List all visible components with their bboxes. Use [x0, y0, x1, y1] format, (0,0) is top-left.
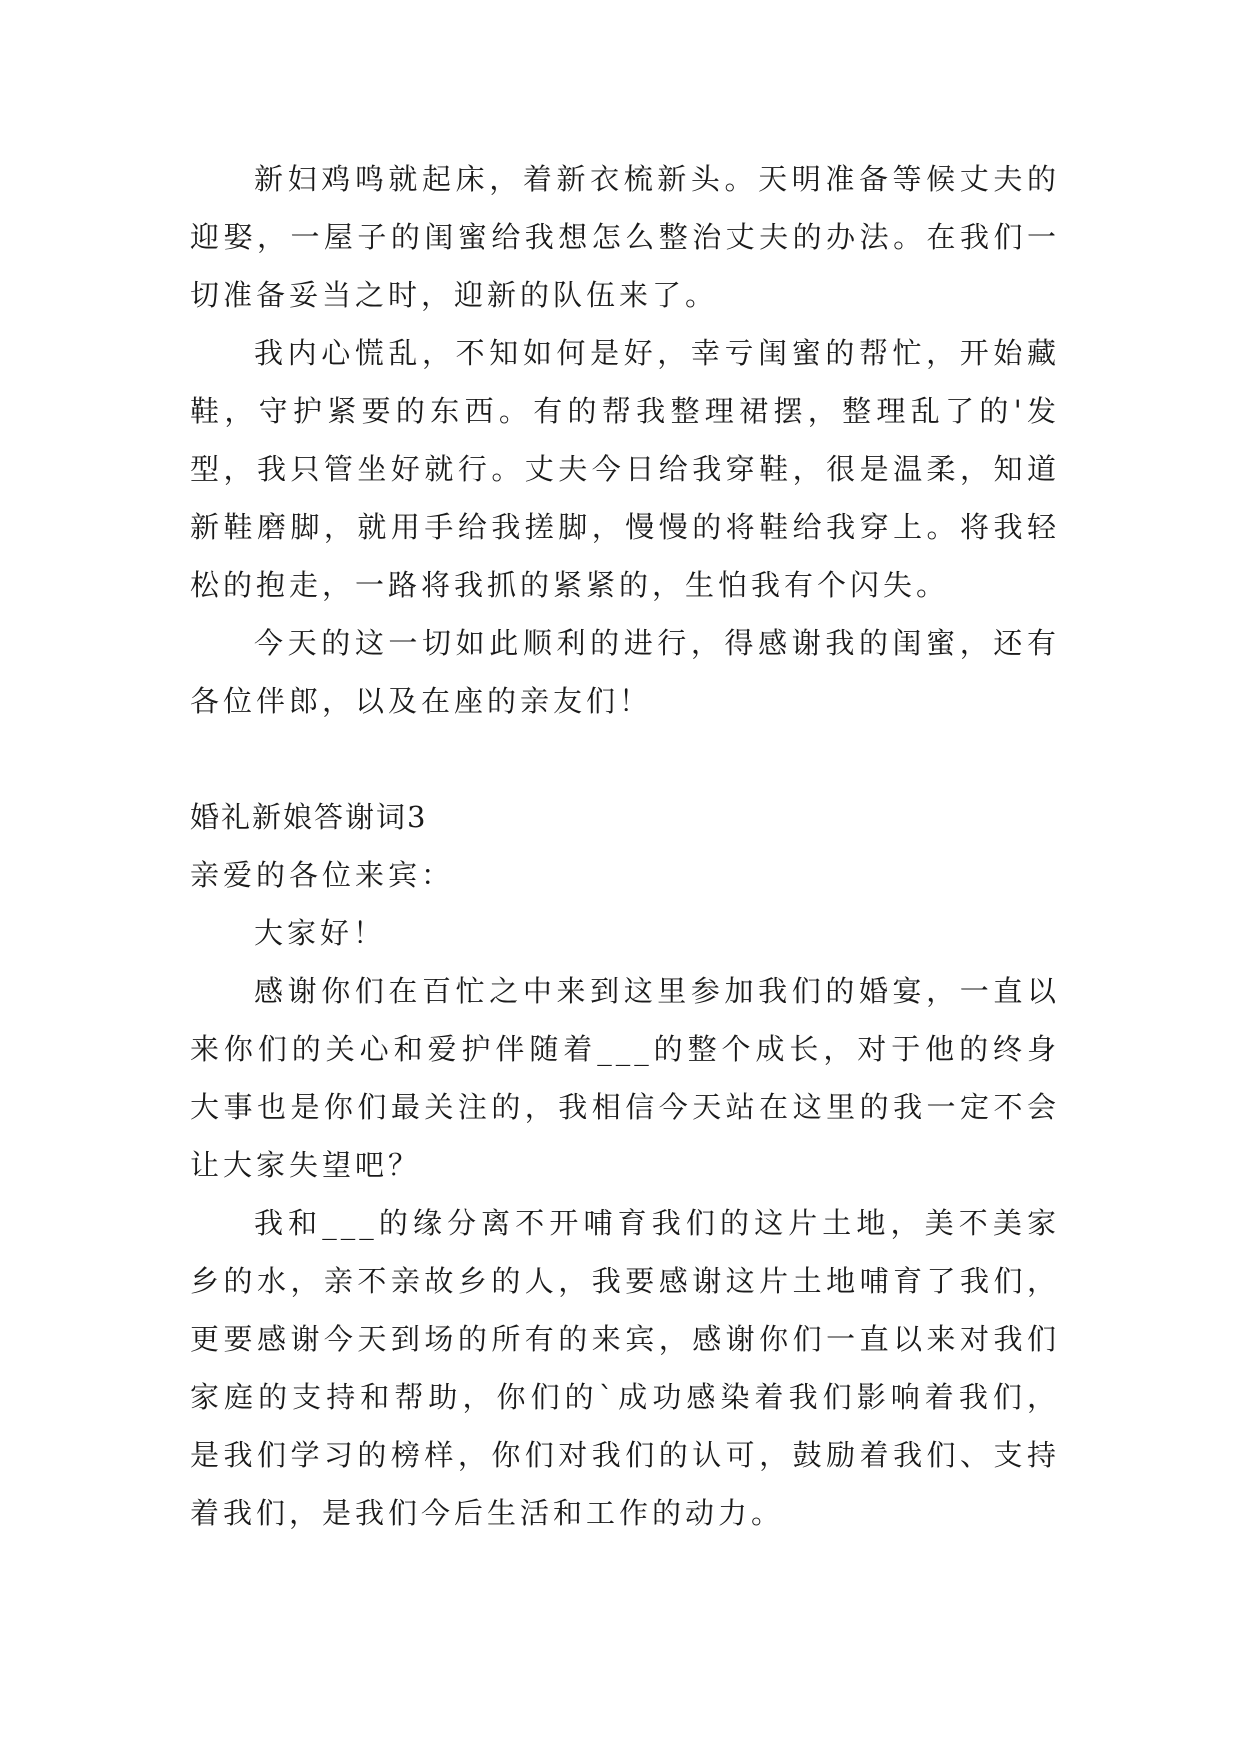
paragraph-2: 我内心慌乱，不知如何是好，幸亏闺蜜的帮忙，开始藏鞋，守护紧要的东西。有的帮我整理裙摆，整理乱了的'发型，我只管坐好就行。丈夫今日给我穿鞋，很是温柔，知道新鞋磨脚，就用手给我搓脚，慢慢的将鞋给我穿上。将我轻松的抱走，一路将我抓的紧紧的，生怕我有个闪失。	[190, 336, 1060, 602]
document-page	[190, 150, 1060, 1542]
paragraph-5: 我和___的缘分离不开哺育我们的这片土地，美不美家乡的水，亲不亲故乡的人，我要感谢这片土地哺育了我们，更要感谢今天到场的所有的来宾，感谢你们一直以来对我们家庭的支持和帮助，你们的`成功感染着我们影响着我们，是我们学习的榜样，你们对我们的认可，鼓励着我们、支持着我们，是我们今后生活和工作的动力。	[190, 1206, 1060, 1530]
section-spacer	[190, 730, 1060, 788]
paragraph-1: 新妇鸡鸣就起床，着新衣梳新头。天明准备等候丈夫的迎娶，一屋子的闺蜜给我想怎么整治丈夫的办法。在我们一切准备妥当之时，迎新的队伍来了。	[190, 162, 1060, 312]
salutation: 亲爱的各位来宾：	[190, 858, 455, 892]
greeting: 大家好！	[254, 916, 387, 950]
paragraph-4: 感谢你们在百忙之中来到这里参加我们的婚宴，一直以来你们的关心和爱护伴随着___的整个成长，对于他的终身大事也是你们最关注的，我相信今天站在这里的我一定不会让大家失望吧？	[190, 974, 1060, 1182]
paragraph-3: 今天的这一切如此顺利的进行，得感谢我的闺蜜，还有各位伴郎，以及在座的亲友们！	[190, 626, 1060, 718]
section-title: 婚礼新娘答谢词3	[190, 800, 428, 834]
